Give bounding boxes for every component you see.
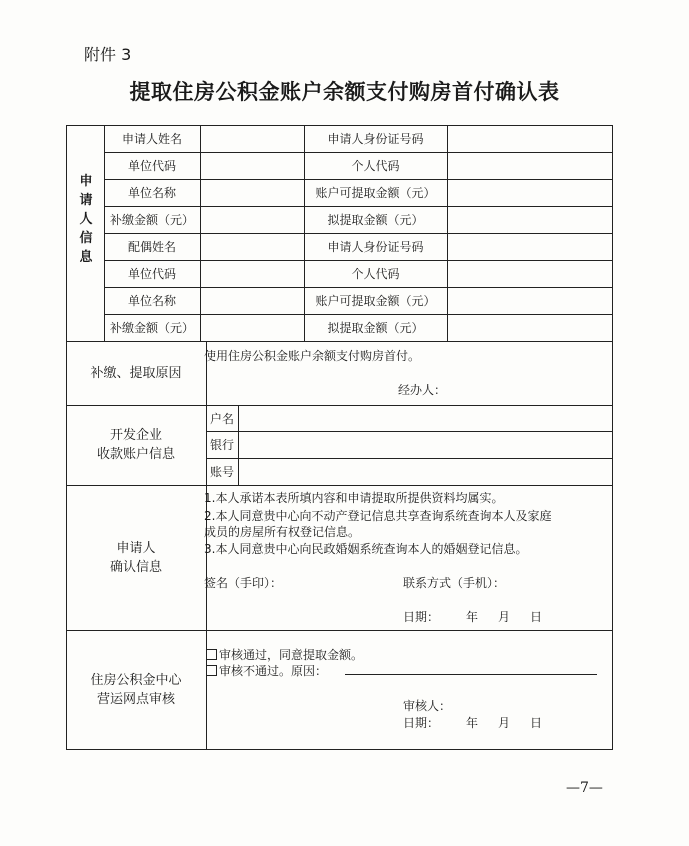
attachment-label: 附件 3 [84, 45, 132, 64]
confirm-item-3: 3.本人同意贵中心向民政婚姻系统查询本人的婚姻登记信息。 [204, 542, 528, 556]
applicant-label-char: 人 [79, 212, 93, 227]
account-name-label: 户名 [209, 411, 234, 426]
reason-label-text: 补缴、提取原因 [90, 365, 182, 381]
confirm-item-2: 2.本人同意贵中心向不动产登记信息共享查询系统查询本人及家庭 [204, 509, 552, 523]
confirm-item-1: 1.本人承诺本表所填内容和申请提取所提供资料均属实。 [204, 491, 504, 505]
row-label: 申请人身份证号码 [327, 132, 424, 146]
row-label: 单位代码 [127, 159, 176, 173]
row-label: 单位名称 [127, 186, 176, 200]
row-label: 补缴金额（元） [109, 213, 194, 227]
reject-option[interactable] [206, 662, 327, 679]
applicant-confirm-label [66, 485, 206, 630]
developer-account-label [66, 405, 206, 485]
reject-checkbox[interactable] [206, 665, 217, 676]
approve-text: 审核通过，同意提取金额。 [219, 648, 364, 662]
review-date-label: 日期： [403, 716, 440, 730]
row-label: 拟提取金额（元） [327, 213, 424, 227]
row-label: 补缴金额（元） [109, 321, 194, 335]
applicant-label-char: 申 [79, 174, 93, 189]
handler-label: 经办人： [398, 383, 447, 397]
confirm-label-line: 确认信息 [109, 559, 162, 575]
applicant-label-char: 信 [79, 231, 93, 246]
review-year-label: 年 [466, 716, 479, 730]
year-label: 年 [466, 610, 479, 624]
reason-text: 使用住房公积金账户余额支付购房首付。 [204, 349, 421, 363]
review-month-label: 月 [498, 716, 511, 730]
row-label: 申请人姓名 [121, 132, 182, 146]
form-title: 提取住房公积金账户余额支付购房首付确认表 [129, 79, 560, 104]
row-label: 单位名称 [127, 294, 176, 308]
page-number: —7— [566, 780, 603, 796]
review-day-label: 日 [530, 716, 543, 730]
row-label: 账户可提取金额（元） [315, 294, 436, 308]
row-label: 单位代码 [127, 267, 176, 281]
bank-label: 银行 [209, 438, 234, 452]
applicant-info-label [66, 172, 106, 267]
center-review-label [66, 630, 206, 749]
date-label: 日期： [403, 610, 440, 624]
review-label-line: 营运网点审核 [96, 691, 175, 707]
row-label: 申请人身份证号码 [327, 240, 424, 254]
signature-label: 签名（手印）： [204, 576, 283, 590]
confirm-item-2-cont: 成员的房屋所有权登记信息。 [204, 525, 361, 539]
approve-checkbox[interactable] [206, 649, 217, 660]
review-label-line: 住房公积金中心 [90, 672, 182, 688]
reviewer-label: 审核人： [403, 699, 452, 713]
row-label: 账户可提取金额（元） [315, 186, 436, 200]
day-label: 日 [530, 610, 543, 624]
row-label: 拟提取金额（元） [327, 321, 424, 335]
reason-underline [345, 674, 597, 675]
month-label: 月 [498, 610, 511, 624]
developer-label-line: 开发企业 [109, 428, 162, 443]
applicant-label-char: 请 [79, 193, 93, 208]
developer-label-line: 收款账户信息 [96, 447, 175, 462]
contact-label: 联系方式（手机）： [403, 576, 506, 590]
reject-text: 审核不通过。原因： [219, 664, 328, 678]
applicant-label-char: 息 [79, 250, 93, 265]
confirm-label-line: 申请人 [116, 540, 156, 556]
account-number-label: 账号 [209, 465, 234, 479]
reason-label [66, 341, 206, 405]
row-label: 个人代码 [351, 267, 400, 281]
approve-option[interactable] [206, 646, 363, 663]
row-label: 个人代码 [351, 159, 400, 173]
row-label: 配偶姓名 [127, 240, 176, 254]
